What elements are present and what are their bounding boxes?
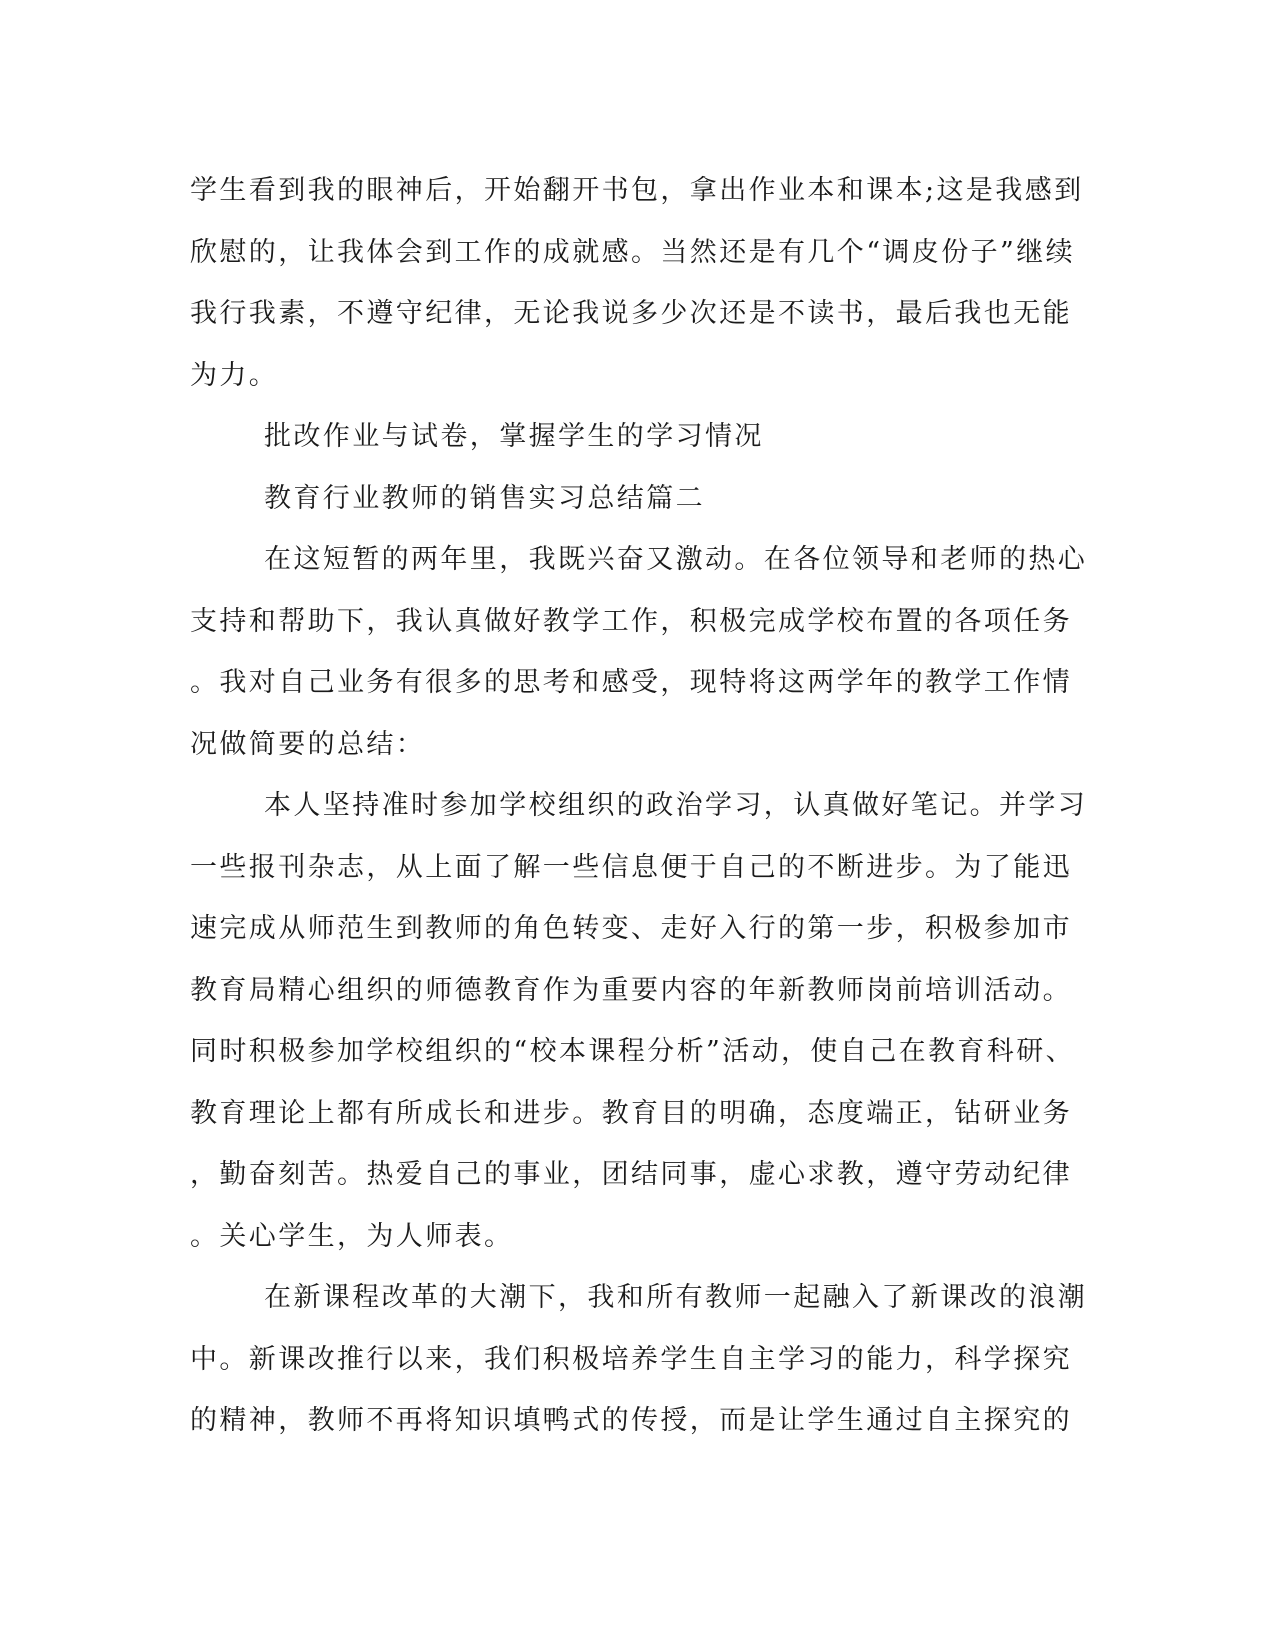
text-line: 一些报刊杂志，从上面了解一些信息便于自己的不断进步。为了能迅 — [190, 851, 1072, 883]
text-line: 教育理论上都有所成长和进步。教育目的明确，态度端正，钻研业务 — [190, 1097, 1072, 1129]
text-line: 支持和帮助下，我认真做好教学工作，积极完成学校布置的各项任务 — [190, 605, 1072, 637]
text-line: 欣慰的，让我体会到工作的成就感。当然还是有几个“调皮份子”继续 — [190, 236, 1076, 268]
text-line: 同时积极参加学校组织的“校本课程分析”活动，使自己在教育科研、 — [190, 1036, 1076, 1067]
text-line: 我行我素，不遵守纪律，无论我说多少次还是不读书，最后我也无能 — [190, 298, 1072, 329]
paragraph-start: 在新课程改革的大潮下，我和所有教师一起融入了新课改的浪潮 — [264, 1282, 1088, 1313]
text-line: 中。新课改推行以来，我们积极培养学生自主学习的能力，科学探究 — [190, 1343, 1072, 1375]
text-line: ，勤奋刻苦。热爱自己的事业，团结同事，虚心求教，遵守劳动纪律 — [190, 1159, 1072, 1190]
body-text — [190, 160, 1088, 1452]
text-line: 教育局精心组织的师德教育作为重要内容的年新教师岗前培训活动。 — [190, 974, 1072, 1006]
section-heading: 批改作业与试卷，掌握学生的学习情况 — [264, 421, 764, 452]
section-heading: 教育行业教师的销售实习总结篇二 — [264, 482, 705, 514]
paragraph-start: 本人坚持准时参加学校组织的政治学习，认真做好笔记。并学习 — [264, 790, 1088, 821]
text-line: 学生看到我的眼神后，开始翻开书包，拿出作业本和课本;这是我感到 — [190, 175, 1084, 206]
text-line: 。关心学生，为人师表。 — [190, 1220, 514, 1252]
text-line: 为力。 — [190, 359, 279, 391]
text-line: 。我对自己业务有很多的思考和感受，现特将这两学年的教学工作情 — [190, 667, 1072, 698]
text-line: 况做简要的总结： — [190, 728, 426, 760]
text-line: 速完成从师范生到教师的角色转变、走好入行的第一步，积极参加市 — [190, 913, 1072, 944]
text-line: 的精神，教师不再将知识填鸭式的传授，而是让学生通过自主探究的 — [190, 1405, 1072, 1436]
paragraph-start: 在这短暂的两年里，我既兴奋又激动。在各位领导和老师的热心 — [264, 544, 1088, 575]
